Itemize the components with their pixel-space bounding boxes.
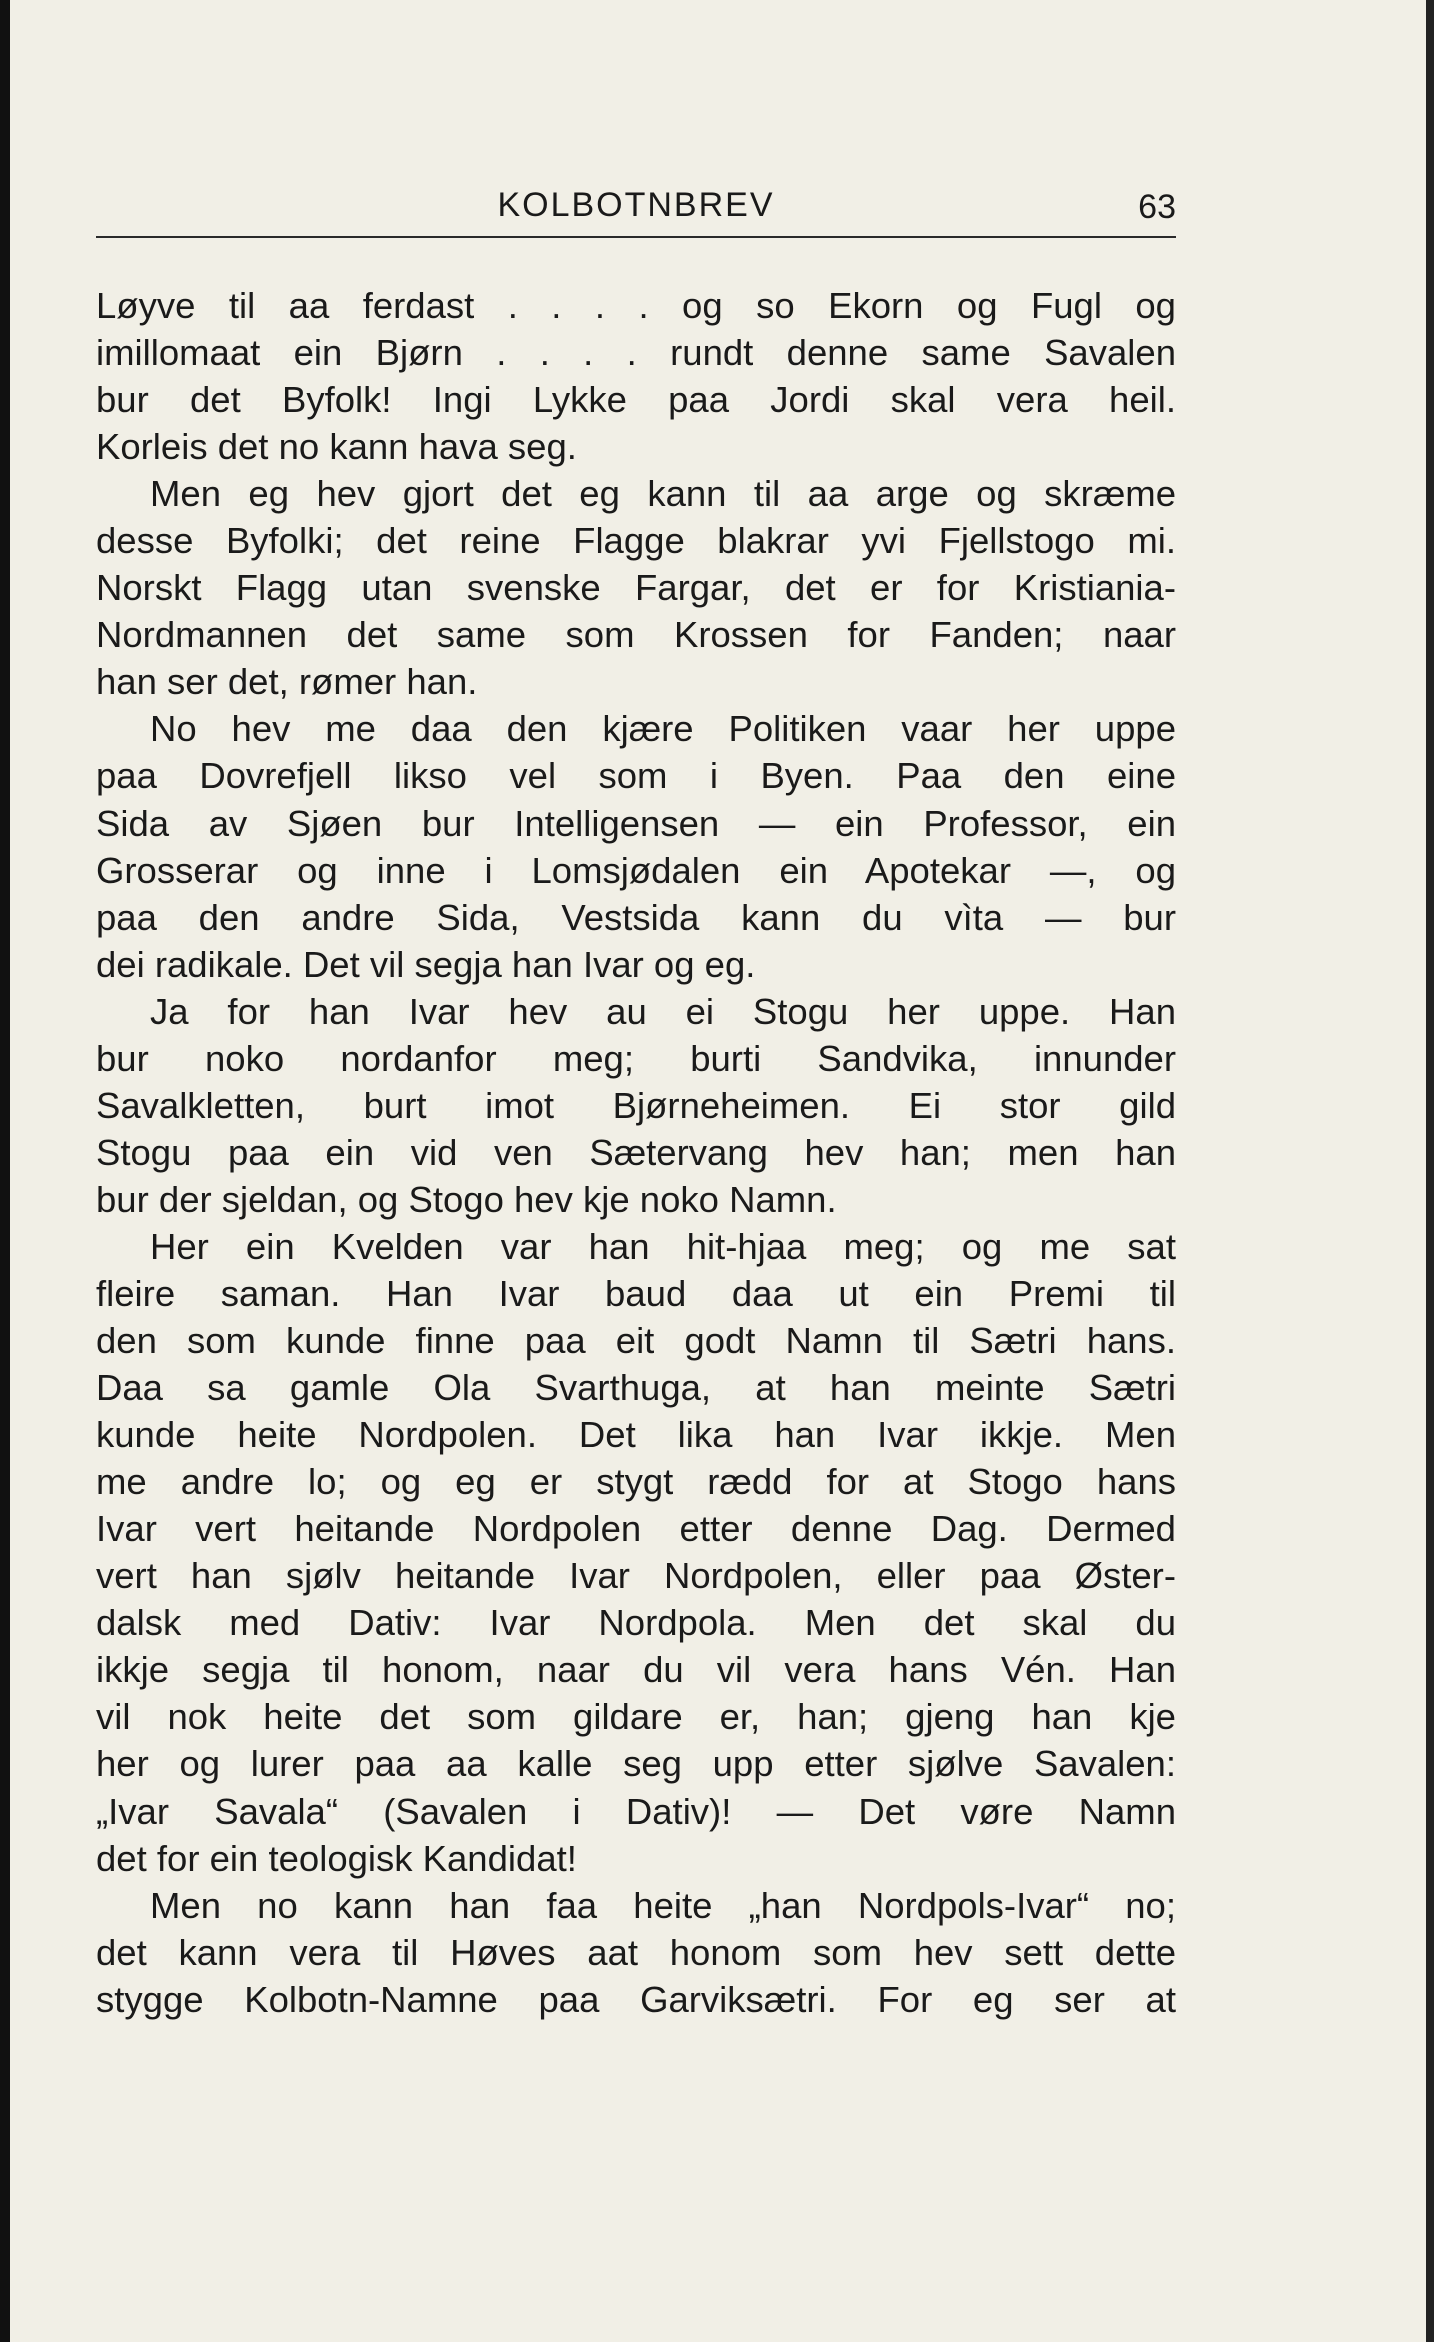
text-line: Ja for han Ivar hev au ei Stogu her uppe. Han [150, 990, 1176, 1032]
running-title: KOLBOTNBREV [497, 186, 775, 224]
text-line: ikkje segja til honom, naar du vil vera hans Vén. Han [96, 1649, 1176, 1691]
text-line: det for ein teologisk Kandidat! [96, 1837, 577, 1879]
text-line: Daa sa gamle Ola Svarthuga, at han meinte Sætri [96, 1367, 1176, 1409]
text-line: Ivar vert heitande Nordpolen etter denne Dag. Dermed [96, 1508, 1176, 1550]
text-line: imillomaat ein Bjørn . . . . rundt denne same Savalen [96, 332, 1176, 374]
text-line: her og lurer paa aa kalle seg upp etter sjølve Savalen: [96, 1743, 1176, 1785]
text-line: desse Byfolki; det reine Flagge blakrar yvi Fjellstogo mi. [96, 520, 1176, 562]
text-line: stygge Kolbotn-Namne paa Garviksætri. For eg ser at [96, 1978, 1176, 2020]
text-line: den som kunde finne paa eit godt Namn til Sætri hans. [96, 1320, 1176, 1362]
text-line: me andre lo; og eg er stygt rædd for at Stogo hans [96, 1461, 1176, 1503]
text-line: bur noko nordanfor meg; burti Sandvika, innunder [96, 1037, 1176, 1079]
text-line: bur der sjeldan, og Stogo hev kje noko Namn. [96, 1178, 837, 1220]
text-line: Sida av Sjøen bur Intelligensen — ein Professor, ein [96, 802, 1176, 844]
text-line: dei radikale. Det vil segja han Ivar og eg. [96, 943, 756, 985]
text-line: Her ein Kvelden var han hit-hjaa meg; og me sat [150, 1225, 1176, 1267]
scan-edge-right [1426, 0, 1434, 2342]
text-line: Men eg hev gjort det eg kann til aa arge og skræme [150, 473, 1176, 515]
text-line: paa Dovrefjell likso vel som i Byen. Paa den eine [96, 755, 1176, 797]
text-line: Grosserar og inne i Lomsjødalen ein Apotekar —, og [96, 849, 1176, 891]
body-text [96, 282, 1176, 2023]
scan-edge-left [0, 0, 10, 2342]
text-line: han ser det, rømer han. [96, 661, 478, 703]
text-line: det kann vera til Høves aat honom som hev sett dette [96, 1931, 1176, 1973]
text-line: Norskt Flagg utan svenske Fargar, det er for Kristiania- [96, 567, 1176, 609]
text-line: No hev me daa den kjære Politiken vaar her uppe [150, 708, 1176, 750]
text-line: kunde heite Nordpolen. Det lika han Ivar ikkje. Men [96, 1414, 1176, 1456]
text-line: Savalkletten, burt imot Bjørneheimen. Ei stor gild [96, 1084, 1176, 1126]
text-line: „Ivar Savala“ (Savalen i Dativ)! — Det vøre Namn [96, 1790, 1176, 1832]
text-line: vert han sjølv heitande Ivar Nordpolen, eller paa Øster- [96, 1555, 1176, 1597]
text-line: Korleis det no kann hava seg. [96, 426, 577, 468]
text-line: Men no kann han faa heite „han Nordpols-Ivar“ no; [150, 1884, 1176, 1926]
page-number: 63 [1138, 188, 1176, 226]
text-line: paa den andre Sida, Vestsida kann du vìta — bur [96, 896, 1176, 938]
text-line: Løyve til aa ferdast . . . . og so Ekorn og Fugl og [96, 285, 1176, 326]
text-line: vil nok heite det som gildare er, han; gjeng han kje [96, 1696, 1176, 1738]
page-header [96, 180, 1176, 238]
text-line: Stogu paa ein vid ven Sætervang hev han; men han [96, 1131, 1176, 1173]
text-line: fleire saman. Han Ivar baud daa ut ein Premi til [96, 1272, 1176, 1314]
text-line: bur det Byfolk! Ingi Lykke paa Jordi skal vera heil. [96, 379, 1176, 421]
text-line: Nordmannen det same som Krossen for Fanden; naar [96, 614, 1176, 656]
text-line: dalsk med Dativ: Ivar Nordpola. Men det skal du [96, 1602, 1176, 1644]
